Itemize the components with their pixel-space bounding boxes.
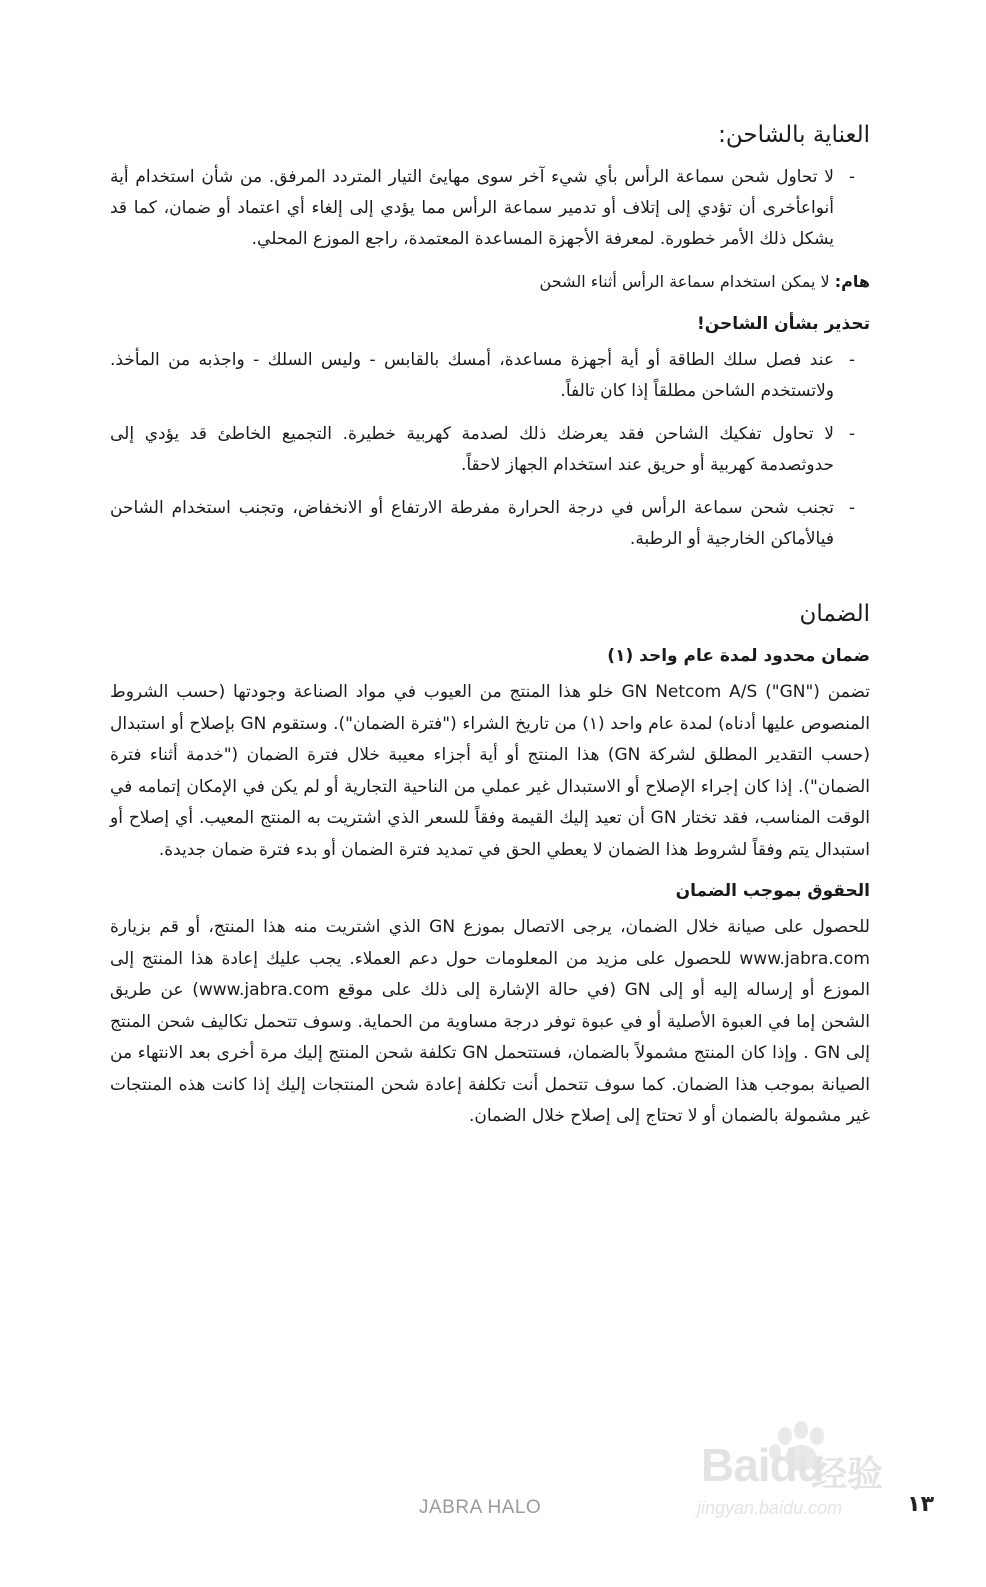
list-item bbox=[110, 493, 870, 555]
warning-bullet-text: عند فصل سلك الطاقة أو أية أجهزة مساعدة، أمسك بالقابس - وليس السلك - واجذبه من المأخذ. ولاتستخدم الشاحن مطلقاً إذا كان تالفاً. bbox=[110, 350, 834, 401]
watermark-brand: Baidu bbox=[701, 1439, 824, 1491]
warranty-heading: الضمان bbox=[799, 601, 870, 627]
warning-bullet-text: لا تحاول تفكيك الشاحن فقد يعرضك ذلك لصدمة كهربية خطيرة. التجميع الخاطئ قد يؤدي إلى حدوثصدمة كهربية أو حريق عند استخدام الجهاز لاحقاً. bbox=[110, 424, 834, 475]
watermark-url: jingyan.baidu.com bbox=[697, 1498, 843, 1518]
list-item bbox=[110, 345, 870, 407]
important-text: لا يمكن استخدام سماعة الرأس أثناء الشحن bbox=[539, 272, 830, 291]
baidu-watermark bbox=[693, 1418, 923, 1530]
warning-bullet-text: تجنب شحن سماعة الرأس في درجة الحرارة مفرطة الارتفاع أو الانخفاض، وتجنب استخدام الشاحن فيالأماكن الخارجية أو الرطبة. bbox=[110, 498, 834, 549]
charger-warning-heading: تحذير بشأن الشاحن! bbox=[696, 314, 870, 334]
watermark-jingyan: 经验 bbox=[811, 1453, 884, 1494]
warranty-rights-subheading: الحقوق بموجب الضمان bbox=[675, 881, 870, 901]
list-item bbox=[110, 162, 870, 255]
bullet-dash: - bbox=[848, 498, 856, 518]
limited-warranty-paragraph: تضمن GN Netcom A/S ("GN") خلو هذا المنتج من العيوب في مواد الصناعة وجودتها (حسب الشروط المنصوص عليها أدناه) لمدة عام واحد (١) من تاريخ الشراء ("فترة الضمان"). وستقوم GN بإصلاح أو استبدال (حسب التقدير المطلق لشركة GN) هذا المنتج أو أية أجزاء معيبة خلال فترة الضمان ("خدمة أثناء فترة الضمان"). إذا كان إجراء الإصلاح أو الاستبدال غير عملي من الناحية التجارية أو لم يكن في الإمكان إتمامه في الوقت المناسب، فقد تختار GN أن تعيد إليك القيمة وفقاً للسعر الذي اشتريت به المنتج المعيب. أي إصلاح أو استبدال يتم وفقاً لشروط هذا الضمان لا يعطي الحق في تمديد فترة الضمان أو بدء فترة ضمان جديدة. bbox=[110, 682, 871, 860]
limited-warranty-subheading: ضمان محدود لمدة عام واحد (١) bbox=[607, 646, 870, 666]
footer-product-title: JABRA HALO bbox=[419, 1497, 542, 1518]
bullet-dash: - bbox=[848, 167, 856, 187]
bullet-dash: - bbox=[848, 424, 856, 444]
important-note bbox=[110, 267, 870, 297]
charger-care-heading: العناية بالشاحن: bbox=[718, 122, 870, 148]
section-spacer bbox=[110, 567, 870, 597]
important-label: هام: bbox=[834, 272, 870, 291]
page-content bbox=[110, 118, 870, 1143]
list-item bbox=[110, 419, 870, 481]
bullet-dash: - bbox=[848, 350, 856, 370]
warranty-rights-paragraph: للحصول على صيانة خلال الضمان، يرجى الاتصال بموزع GN الذي اشتريت منه هذا المنتج، أو قم بزيارة www.jabra.com للحصول على مزيد من المعلومات حول دعم العملاء. يجب عليك إعادة هذا المنتج إلى الموزع أو إرساله إليه أو إلى GN (في حالة الإشارة إلى ذلك على موقع www.jabra.com) عن طريق الشحن إما في العبوة الأصلية أو في عبوة توفر درجة مساوية من الحماية. وسوف تتحمل تكاليف شحن المنتج إلى GN . وإذا كان المنتج مشمولاً بالضمان، فستتحمل GN تكلفة شحن المنتج إليك مرة أخرى بعد الانتهاء من الصيانة بموجب هذا الضمان. كما سوف تتحمل أنت تكلفة إعادة شحن المنتجات إليك إذا كانت هذه المنتجات غير مشمولة بالضمان أو لا تحتاج إلى إصلاح خلال الضمان. bbox=[110, 917, 870, 1126]
care-bullet-text: لا تحاول شحن سماعة الرأس بأي شيء آخر سوى مهايئ التيار المتردد المرفق. من شأن استخدام أية أنواعأخرى أن تؤدي إلى إتلاف أو تدمير سماعة الرأس مما يؤدي إلى إلغاء أي اعتماد أو ضمان، كما قد يشكل ذلك الأمر خطورة. لمعرفة الأجهزة المساعدة المعتمدة، راجع الموزع المحلي. bbox=[110, 167, 834, 249]
page-number: ١٣ bbox=[907, 1492, 934, 1517]
